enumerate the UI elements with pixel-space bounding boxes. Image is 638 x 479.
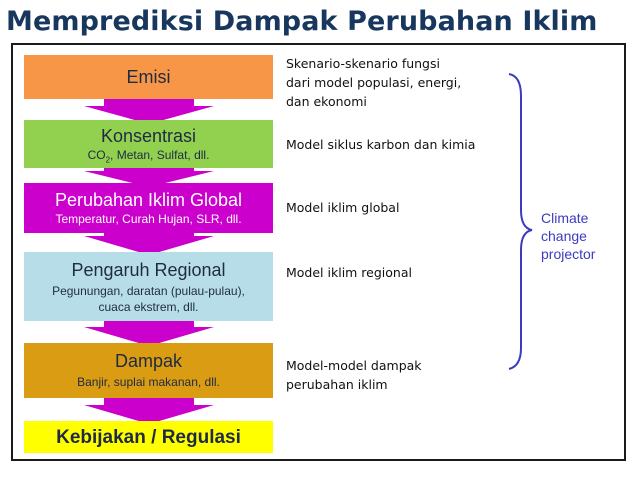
stage-dampak-detail: Banjir, suplai makanan, dll. — [77, 375, 220, 389]
stage-konsentrasi-title: Konsentrasi — [100, 126, 197, 146]
climate-change-projector — [541, 209, 621, 263]
model-scenario-line-3: dan ekonomi — [286, 94, 367, 109]
projector-line-1: Climate — [541, 210, 589, 226]
stage-konsentrasi-detail: $CO_2$, Metan, Sulfat, dll. — [87, 148, 210, 165]
stage-regional-title: Pengaruh Regional — [71, 260, 226, 280]
model-scenario-line-2: dari model populasi, energi, — [286, 75, 462, 90]
stage-emisi-title: Emisi — [126, 67, 171, 87]
model-carbon-line-1: Model siklus karbon dan kimia — [286, 137, 476, 152]
model-scenario-line-1: Skenario-skenario fungsi — [286, 56, 440, 71]
page-title: Memprediksi Dampak Perubahan Iklim — [6, 6, 598, 37]
model-regional-line-1: Model iklim regional — [286, 265, 412, 280]
projector-line-3: projector — [541, 246, 596, 262]
stage-perubahan-detail: Temperatur, Curah Hujan, SLR, dll. — [55, 212, 242, 226]
model-global-line-1: Model iklim global — [286, 200, 400, 215]
stage-perubahan-title: Perubahan Iklim Global — [54, 190, 243, 210]
model-impact-line-1: Model-model dampak — [286, 358, 422, 373]
projector-line-2: change — [541, 228, 587, 244]
stage-regional-detail-2: cuaca ekstrem, dll. — [98, 300, 199, 314]
model-impact-line-2: perubahan iklim — [286, 377, 388, 392]
stage-kebijakan-title: Kebijakan / Regulasi — [56, 427, 241, 448]
stage-regional-detail-1: Pegunungan, daratan (pulau-pulau), — [52, 284, 245, 298]
stage-dampak-title: Dampak — [114, 351, 183, 371]
